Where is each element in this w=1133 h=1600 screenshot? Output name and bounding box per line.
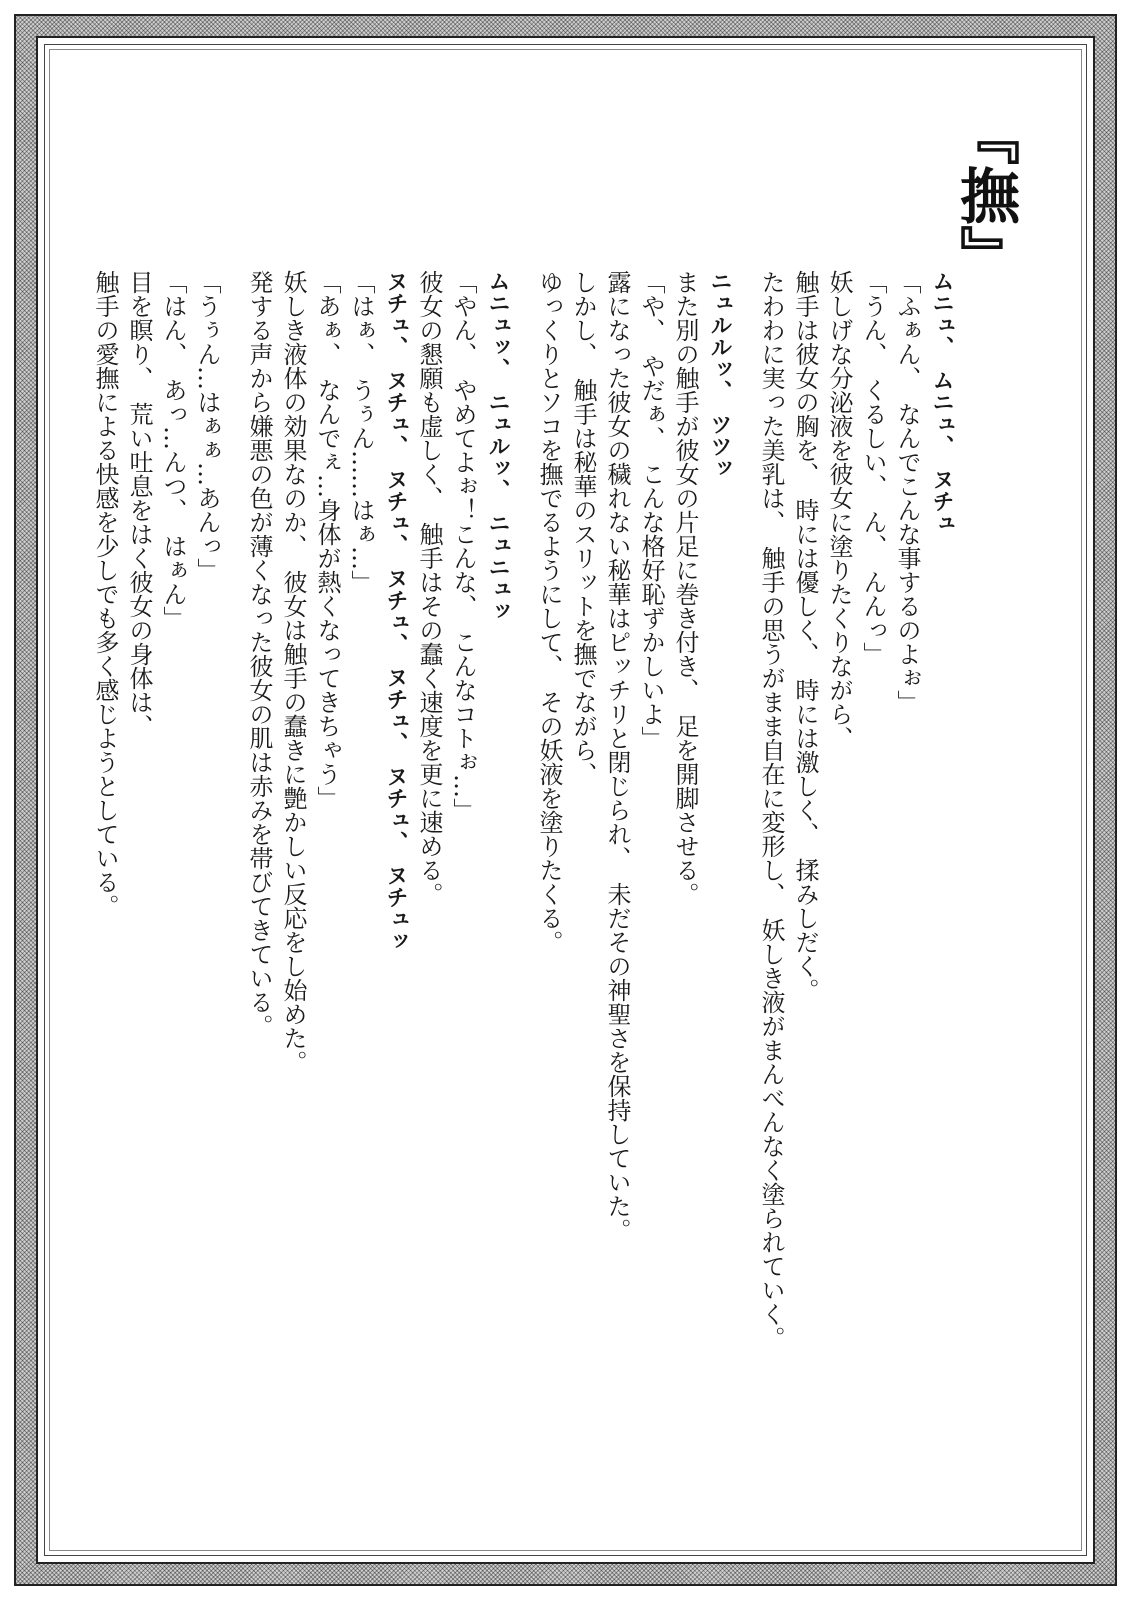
text-line: ゆっくりとソコを撫でるようにして、 その妖液を塗りたくる。 [535, 270, 563, 954]
text-line: 「あぁ、 なんでぇ…身体が熱くなってきちゃう」 [313, 270, 341, 810]
sound-effect-line: ムニュ、 ムニュ、 ヌチュ [929, 270, 954, 534]
paragraph-gap [514, 270, 532, 1400]
text-line: 触手の愛撫による快感を少しでも多く感じようとしている。 [91, 270, 119, 918]
text-line: 「やん、 やめてよぉ！こんな、 こんなコトぉ…」 [449, 270, 477, 822]
sound-effect-line: ムニュッ、 ニュルッ、 ニュニュッ [485, 270, 510, 622]
text-line: 「うん、 くるしい、 ん、 んんっ」 [859, 270, 887, 666]
text-line: たわわに実った美乳は、 触手の思うがまま自在に変形し、 妖しき液がまんべんなく塗られていく。 [757, 270, 785, 1350]
text-line: 触手は彼女の胸を、 時には優しく、 時には激しく、 揉みしだく。 [791, 270, 819, 1002]
text-line: 「ふぁん、 なんでこんな事するのよぉ」 [893, 270, 921, 714]
text-line: 発する声から嫌悪の色が薄くなった彼女の肌は赤みを帯びてきている。 [245, 270, 273, 1038]
text-line: 妖しき液体の効果なのか、 彼女は触手の蠢きに艶かしい反応をし始めた。 [279, 270, 307, 1074]
text-line: 「や、 やだぁ、 こんな格好恥ずかしいよ」 [637, 270, 665, 750]
sound-effect-line: ヌチュ、 ヌチュ、 ヌチュ、 ヌチュ、 ヌチュ、 ヌチュ、 ヌチュッ [383, 270, 408, 952]
sound-effect-line: ニュルルッ、 ツツッ [707, 270, 732, 479]
text-line: 「うぅん…はぁぁ…あんっ」 [193, 270, 221, 582]
paragraph-gap [736, 270, 754, 1400]
paragraph-gap [224, 270, 242, 1400]
story-text [88, 270, 958, 1400]
page-title: 『撫』 [950, 105, 1020, 285]
text-line: 「はぁ、 うぅん……はぁ…」 [347, 270, 375, 594]
text-line: 露になった彼女の穢れない秘華はピッチリと閉じられ、 未だその神聖さを保持していた。 [603, 270, 631, 1242]
text-line: 妖しげな分泌液を彼女に塗りたくりながら、 [825, 270, 853, 750]
text-line: しかし、 触手は秘華のスリットを撫でながら、 [569, 270, 597, 786]
text-line: 彼女の懇願も虚しく、 触手はその蠢く速度を更に速める。 [415, 270, 443, 906]
text-line: 目を瞑り、 荒い吐息をはく彼女の身体は、 [125, 270, 153, 738]
text-line: また別の触手が彼女の片足に巻き付き、 足を開脚させる。 [671, 270, 699, 906]
text-line: 「はん、 あっ…んつ、 はぁん」 [159, 270, 187, 630]
